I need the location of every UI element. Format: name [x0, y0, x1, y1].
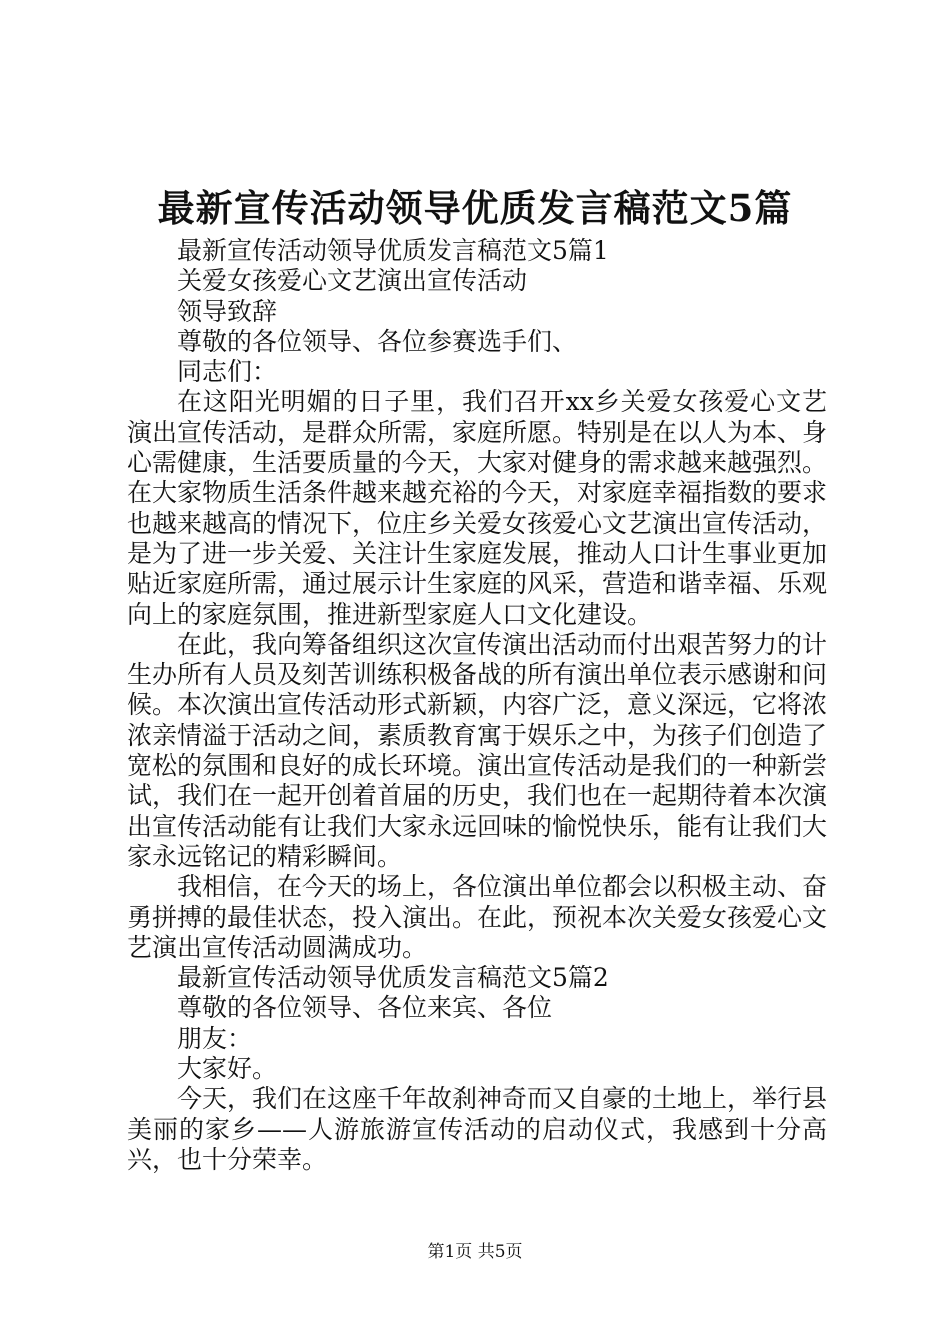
paragraph-body-2: 在此，我向筹备组织这次宣传演出活动而付出艰苦努力的计生办所有人员及刻苦训练积极备战的所有演出单位表示感谢和问候。本次演出宣传活动形式新颖，内容广泛，意义深远，它将浓浓亲情溢于活动之间，素质教育寓于娱乐之中，为孩子们创造了宽松的氛围和良好的成长环境。演出宣传活动是我们的一种新尝试，我们在一起开创着首届的历史，我们也在一起期待着本次演出宣传活动能有让我们大家永远回味的愉悦快乐，能有让我们大家永远铭记的精彩瞬间。	[127, 629, 828, 871]
document-body	[127, 236, 827, 1175]
paragraph-heading-1: 最新宣传活动领导优质发言稿范文5篇1	[177, 236, 609, 265]
paragraph-body-1: 在这阳光明媚的日子里，我们召开xx乡关爱女孩爱心文艺演出宣传活动，是群众所需，家庭所愿。特别是在以人为本、身心需健康，生活要质量的今天，大家对健身的需求越来越强烈。在大家物质生活条件越来越充裕的今天，对家庭幸福指数的要求也越来越高的情况下，位庄乡关爱女孩爱心文艺演出宣传活动，是为了进一步关爱、关注计生家庭发展，推动人口计生事业更加贴近家庭所需，通过展示计生家庭的风采，营造和谐幸福、乐观向上的家庭氛围，推进新型家庭人口文化建设。	[127, 387, 828, 629]
document-title: 最新宣传活动领导优质发言稿范文5篇	[157, 186, 793, 230]
paragraph-heading-2: 最新宣传活动领导优质发言稿范文5篇2	[177, 963, 609, 993]
paragraph-body-4: 今天，我们在这座千年故刹神奇而又自豪的土地上，举行县美丽的家乡——人游旅游宣传活动的启动仪式，我感到十分高兴，也十分荣幸。	[127, 1084, 828, 1174]
paragraph-speech-type: 领导致辞	[177, 296, 278, 326]
paragraph-salutation-2: 尊敬的各位领导、各位来宾、各位	[177, 993, 553, 1023]
paragraph-salutation-2-cont: 朋友：	[177, 1023, 253, 1053]
paragraph-body-3: 我相信，在今天的场上，各位演出单位都会以积极主动、奋勇拼搏的最佳状态，投入演出。在此，预祝本次关爱女孩爱心文艺演出宣传活动圆满成功。	[127, 872, 828, 962]
paragraph-greeting: 大家好。	[177, 1054, 278, 1084]
page-number-footer: 第1页 共5页	[427, 1242, 523, 1262]
paragraph-salutation: 尊敬的各位领导、各位参赛选手们、	[177, 326, 578, 356]
paragraph-event-name: 关爱女孩爱心文艺演出宣传活动	[177, 266, 528, 296]
paragraph-salutation-cont: 同志们：	[177, 357, 278, 387]
